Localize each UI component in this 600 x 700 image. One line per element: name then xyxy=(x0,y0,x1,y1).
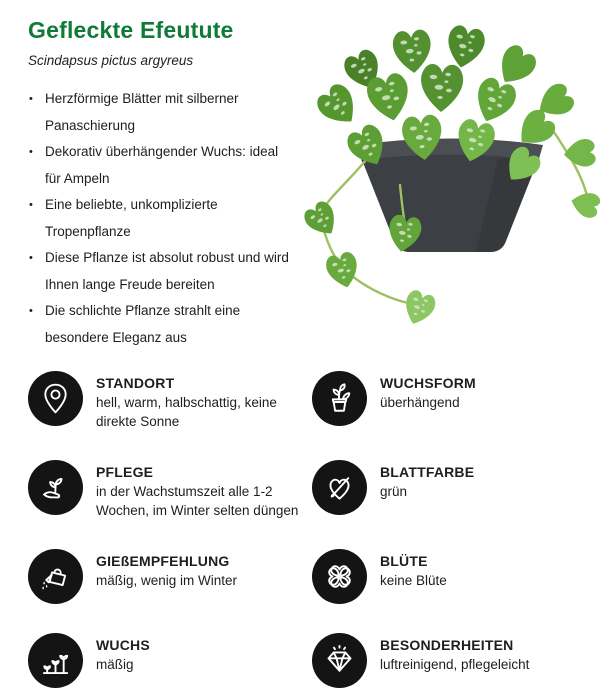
attribute-value: luftreinigend, pflegeleicht xyxy=(380,657,530,672)
botanical-name: Scindapsus pictus argyreus xyxy=(28,53,194,68)
attribute-label: GIEßEMPFEHLUNG xyxy=(96,553,230,569)
feature-bullet-list xyxy=(28,86,290,351)
attribute-bluete xyxy=(312,549,584,604)
attribute-label: BLATTFARBE xyxy=(380,464,475,480)
attribute-grid xyxy=(28,371,584,688)
feature-bullet: • Herzförmige Blätter mit silberner Panaschierung xyxy=(28,86,290,139)
feature-bullet: • Dekorativ überhängender Wuchs: ideal für Ampeln xyxy=(28,139,290,192)
feature-bullet: • Die schlichte Pflanze strahlt eine besondere Eleganz aus xyxy=(28,298,290,351)
header xyxy=(28,17,298,68)
attribute-value: mäßig, wenig im Winter xyxy=(96,573,238,588)
attribute-blattfarbe xyxy=(312,460,584,520)
feature-bullet: • Diese Pflanze ist absolut robust und wird Ihnen lange Freude bereiten xyxy=(28,245,290,298)
attribute-label: BLÜTE xyxy=(380,553,428,569)
attribute-value: überhängend xyxy=(380,395,460,410)
attribute-value: mäßig xyxy=(96,657,134,672)
attribute-label: STANDORT xyxy=(96,375,175,391)
watering-can-icon xyxy=(28,549,83,604)
attribute-giessempfehlung xyxy=(28,549,312,604)
flower-icon xyxy=(312,549,367,604)
attribute-label: WUCHSFORM xyxy=(380,375,476,391)
attribute-label: PFLEGE xyxy=(96,464,154,480)
heart-paintbrush-icon xyxy=(312,460,367,515)
attribute-value: hell, warm, halbschattig, keine direkte Sonne xyxy=(96,395,277,429)
attribute-value: grün xyxy=(380,484,408,499)
attribute-besonderheiten xyxy=(312,633,584,688)
feature-bullet: • Eine beliebte, unkomplizierte Tropenpflanze xyxy=(28,192,290,245)
plant-photo xyxy=(300,5,600,360)
growth-icon xyxy=(28,633,83,688)
location-pin-icon xyxy=(28,371,83,426)
attribute-pflege xyxy=(28,460,312,520)
attribute-wuchsform xyxy=(312,371,584,431)
hand-sprout-icon xyxy=(28,460,83,515)
page-title: Gefleckte Efeutute xyxy=(28,17,234,43)
attribute-standort xyxy=(28,371,312,431)
attribute-label: BESONDERHEITEN xyxy=(380,637,514,653)
attribute-value: keine Blüte xyxy=(380,573,447,588)
attribute-wuchs xyxy=(28,633,312,688)
potted-plant-icon xyxy=(312,371,367,426)
attribute-label: WUCHS xyxy=(96,637,150,653)
diamond-icon xyxy=(312,633,367,688)
attribute-value: in der Wachstumszeit alle 1-2 Wochen, im Winter selten düngen xyxy=(96,484,299,518)
